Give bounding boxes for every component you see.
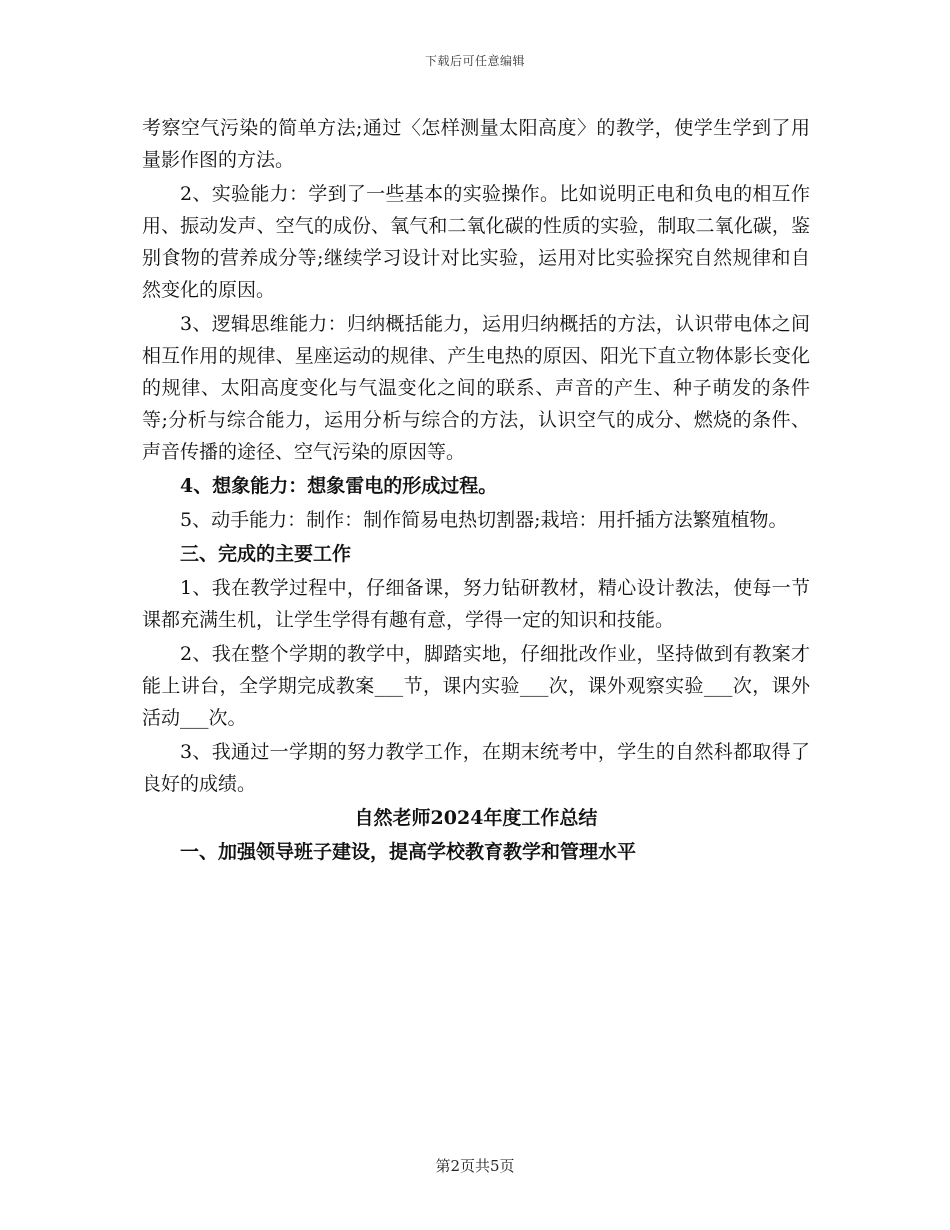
document-title: 自然老师2024年度工作总结 xyxy=(354,807,598,829)
section-heading-main-work: 三、完成的主要工作 xyxy=(180,543,352,565)
paragraph-experiment-ability: 2、实验能力：学到了一些基本的实验操作。比如说明正电和负电的相互作用、振动发声、空气的成份、氧气和二氧化碳的性质的实验，制取二氧化碳，鉴别食物的营养成分等;继续学习设计对比实验，运用对比实验探究自然规律和自然变化的原因。 xyxy=(142,183,810,301)
paragraph-work-3: 3、我通过一学期的努力教学工作，在期末统考中，学生的自然科都取得了良好的成绩。 xyxy=(142,741,810,795)
section-heading-leadership: 一、加强领导班子建设，提高学校教育教学和管理水平 xyxy=(180,841,637,863)
page-header: 下载后可任意编辑 xyxy=(424,54,525,68)
paragraph-logic-ability: 3、逻辑思维能力：归纳概括能力，运用归纳概括的方法，认识带电体之间相互作用的规律、星座运动的规律、产生电热的原因、阳光下直立物体影长变化的规律、太阳高度变化与气温变化之间的联系、声音的产生、种子萌发的条件等;分析与综合能力，运用分析与综合的方法，认识空气的成分、燃烧的条件、声音传播的途径、空气污染的原因等。 xyxy=(142,313,810,463)
document-body xyxy=(142,112,810,870)
paragraph-imagination-ability: 4、想象能力：想象雷电的形成过程。 xyxy=(180,475,498,497)
paragraph-work-1: 1、我在教学过程中，仔细备课，努力钻研教材，精心设计教法，使每一节课都充满生机，让学生学得有趣有意，学得一定的知识和技能。 xyxy=(142,577,810,631)
paragraph-work-2: 2、我在整个学期的教学中，脚踏实地，仔细批改作业，坚持做到有教案才能上讲台，全学期完成教案___节，课内实验___次，课外观察实验___次，课外活动___次。 xyxy=(142,643,810,729)
paragraph-hands-on-ability: 5、动手能力：制作：制作简易电热切割器;栽培：用扦插方法繁殖植物。 xyxy=(180,509,788,531)
page-number: 第2页共5页 xyxy=(435,1157,515,1175)
paragraph-1: 考察空气污染的简单方法;通过〈怎样测量太阳高度〉的教学，使学生学到了用量影作图的方法。 xyxy=(142,117,810,171)
